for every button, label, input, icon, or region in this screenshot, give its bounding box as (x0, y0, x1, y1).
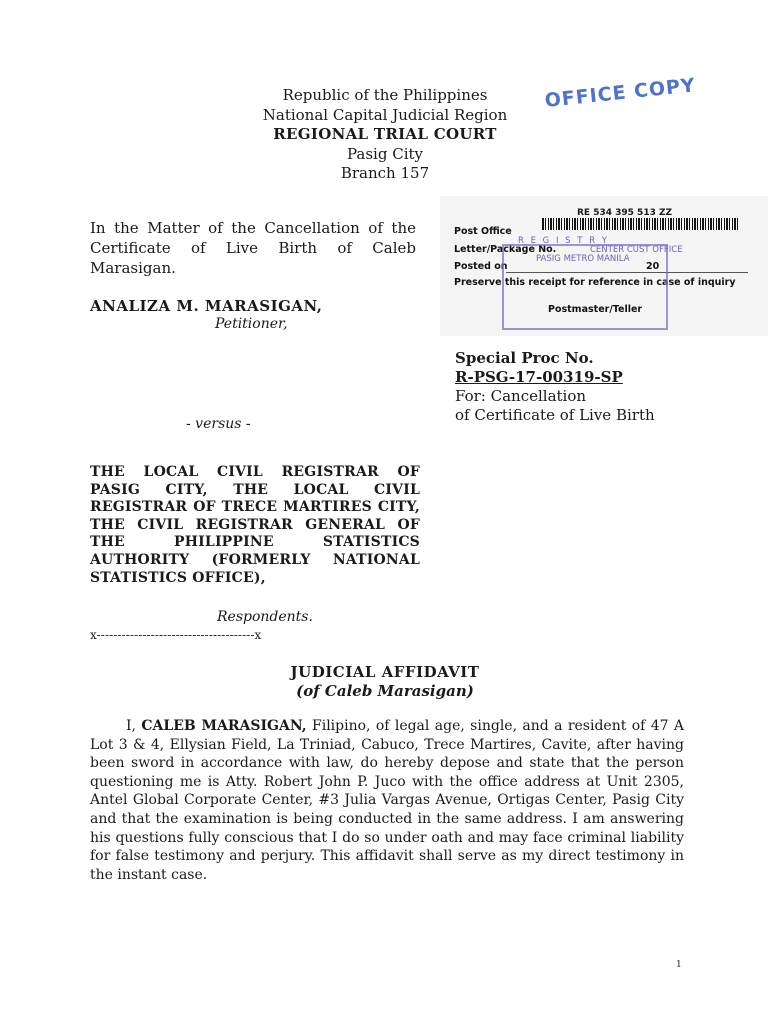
affidavit-title (0, 663, 768, 701)
petitioner-role: Petitioner, (215, 316, 288, 332)
postal-stamp-center: CENTER CUST OFFICE (590, 245, 683, 255)
special-proc-label: Special Proc No. (455, 349, 594, 367)
header-court: REGIONAL TRIAL COURT (273, 125, 497, 143)
header-branch: Branch 157 (340, 164, 430, 182)
special-proc-for-cont: of Certificate of Live Birth (455, 406, 655, 424)
receipt-post-office: Post Office (454, 226, 512, 237)
special-proc-block (455, 349, 655, 425)
special-proc-for: For: Cancellation (455, 387, 587, 405)
receipt-preserve: Preserve this receipt for reference in case of inquiry (454, 277, 736, 288)
receipt-letter-package: Letter/Package No. (454, 244, 557, 255)
body-intro: I, (126, 718, 136, 734)
barcode-icon (542, 218, 738, 230)
case-matter: In the Matter of the Cancellation of the Certificate of Live Birth of Caleb Marasigan. (90, 219, 416, 277)
respondents-role: Respondents. (217, 609, 313, 625)
versus-text: - versus - (186, 416, 251, 432)
registry-receipt (440, 196, 768, 336)
header-republic: Republic of the Philippines (282, 86, 488, 104)
respondents-names: THE LOCAL CIVIL REGISTRAR OF PASIG CITY, THE LOCAL CIVIL REGISTRAR OF TRECE MARTIRES CITY, THE CIVIL REGISTRAR GENERAL OF THE PHILIPPINE STATISTICS AUTHORITY (FORMERLY NATIONAL STATISTICS OFFICE), (90, 464, 420, 586)
office-copy-stamp: OFFICE COPY (543, 74, 697, 112)
affidavit-title-main: JUDICIAL AFFIDAVIT (290, 663, 480, 681)
special-proc-number: R-PSG-17-00319-SP (455, 368, 623, 386)
receipt-posted-on: Posted on (454, 261, 508, 272)
affidavit-title-sub: (of Caleb Marasigan) (296, 682, 474, 700)
header-region: National Capital Judicial Region (262, 105, 508, 124)
petitioner-name: ANALIZA M. MARASIGAN, (90, 297, 323, 315)
body-text: Filipino, of legal age, single, and a resident of 47 A Lot 3 & 4, Ellysian Field, La Triniad, Cabuco, Trece Martires, Cavite, after having been sword in accordance with law, do hereby depose and state that the person questioning me is Atty. Robert John P. Juco with the office address at Unit 2305, Antel Global Corporate Center, #3 Julia Vargas Avenue, Ortigas Center, Pasig City and that the examination is being conducted in the same address. I am answering his questions fully conscious that I do so under oath and may face criminal liability for false testimony and perjury. This affidavit shall serve as my direct testimony in the instant case. (90, 718, 684, 883)
postal-stamp-pasig: PASIG METRO MANILA (536, 254, 630, 264)
caption-separator: x--------------------------------------x (90, 628, 262, 642)
header-city: Pasig City (346, 144, 423, 163)
affiant-name: CALEB MARASIGAN, (141, 718, 307, 734)
page-number: 1 (676, 960, 682, 970)
affidavit-body (90, 717, 684, 884)
receipt-postmaster: Postmaster/Teller (548, 304, 643, 315)
receipt-reg-no: RE 534 395 513 ZZ (577, 208, 673, 218)
receipt-posted-year: 20 (646, 261, 660, 272)
postal-stamp-registry: R E G I S T R Y (518, 236, 609, 246)
